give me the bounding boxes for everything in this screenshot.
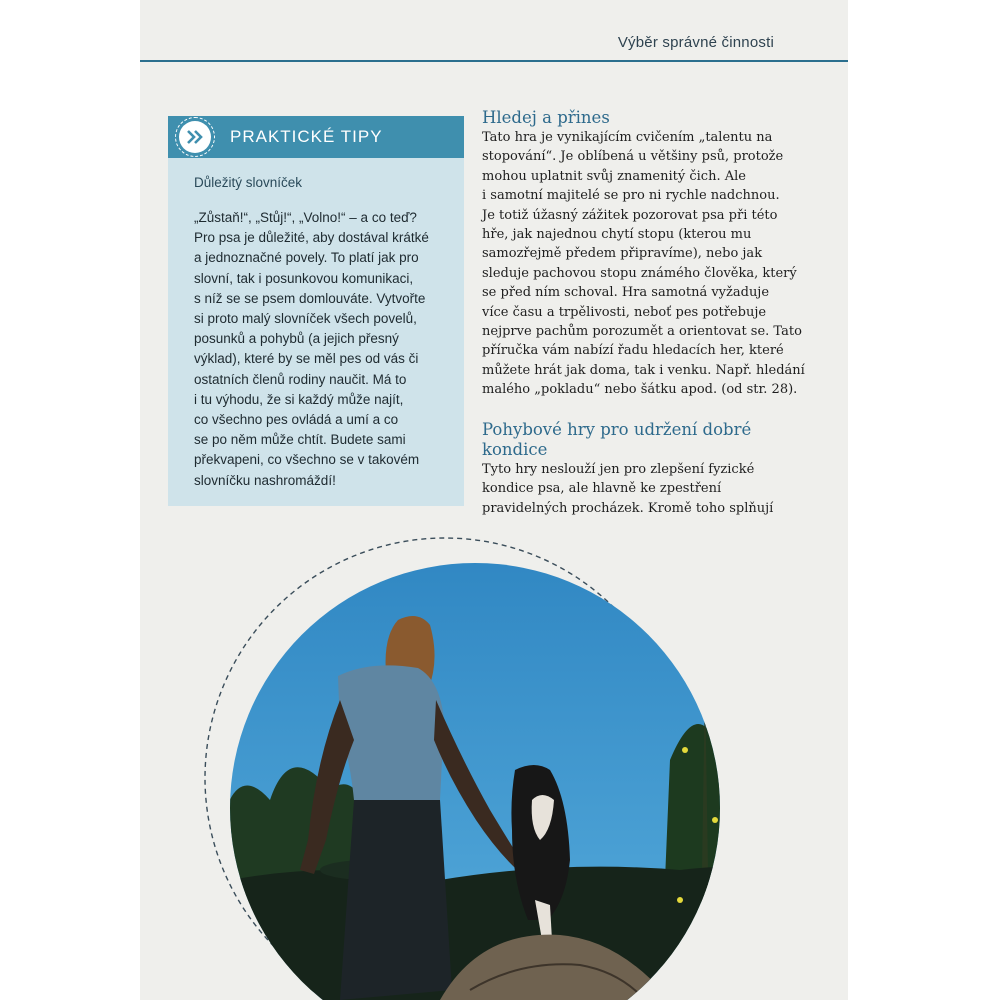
tips-line: ostatních členů rodiny naučit. Má to <box>194 371 407 387</box>
tips-line: překvapeni, co všechno se v takovém <box>194 452 420 468</box>
paragraph-line: kondice psa, ale hlavně ke zpestření <box>482 481 722 497</box>
tips-line: slovníčku nashromáždí! <box>194 472 336 488</box>
tips-line: výklad), které by se měl pes od vás či <box>194 351 419 367</box>
paragraph-line: pravidelných procházek. Kromě toho splňují <box>482 500 774 516</box>
tips-line: s níž se se psem domlouváte. Vytvořte <box>194 290 426 306</box>
tips-line: i tu výhodu, že si každý může najít, <box>194 391 404 407</box>
paragraph-line: stopování“. Je oblíbená u většiny psů, protože <box>482 149 784 165</box>
paragraph-line: mohou uplatnit svůj znamenitý čich. Ale <box>482 168 746 184</box>
circular-photo <box>140 0 848 1000</box>
paragraph-line: Je totiž úžasný zážitek pozorovat psa při této <box>482 207 778 223</box>
section-heading: Hledej a přines <box>482 108 610 127</box>
tips-line: se po něm může chtít. Budete sami <box>194 432 406 448</box>
book-page <box>140 0 848 1000</box>
paragraph-line: nejprve pachům porozumět a orientovat se. Tato <box>482 324 802 340</box>
paragraph-line: samozřejmě předem připravíme), nebo jak <box>482 246 763 262</box>
tips-line: co všechno pes ovládá a umí a co <box>194 412 399 428</box>
paragraph-line: malého „pokladu“ nebo šátku apod. (od str. 28). <box>482 382 798 398</box>
tips-line: slovní, tak i posunkovou komunikaci, <box>194 270 414 286</box>
tips-subtitle: Důležitý slovníček <box>194 175 303 190</box>
tips-line: a jednoznačné povely. To platí jak pro <box>194 250 419 266</box>
paragraph-line: hře, jak najednou chytí stopu (kterou mu <box>482 227 752 243</box>
paragraph-line: se před ním schoval. Hra samotná vyžaduje <box>482 285 770 301</box>
tips-line: Pro psa je důležité, aby dostával krátké <box>194 230 429 246</box>
tips-label: PRAKTICKÉ TIPY <box>230 127 383 146</box>
paragraph-line: Tyto hry neslouží jen pro zlepšení fyzické <box>482 461 755 477</box>
paragraph-line: sleduje pachovou stopu známého člověka, který <box>482 265 797 281</box>
heading-line: Pohybové hry pro udržení dobré <box>482 419 752 439</box>
heading-line: kondice <box>482 439 548 459</box>
paragraph-line: více času a trpělivosti, neboť pes potřebuje <box>482 304 767 320</box>
paragraph-line: příručka vám nabízí řadu hledacích her, které <box>482 343 784 359</box>
paragraph-line: Tato hra je vynikajícím cvičením „talentu na <box>482 130 773 145</box>
paragraph-line: můžete hrát jak doma, tak i venku. Např. hledání <box>482 362 805 378</box>
tips-line: „Zůstaň!“, „Stůj!“, „Volno!“ – a co teď? <box>194 210 417 225</box>
tips-line: posunků a pohybů (a jejich přesný <box>194 331 399 347</box>
paragraph-line: i samotní majitelé se pro ni rychle nadchnou. <box>482 188 780 204</box>
running-header: Výběr správné činnosti <box>617 34 774 51</box>
tips-line: si proto malý slovníček všech povelů, <box>194 311 417 327</box>
photo-scene <box>140 540 848 1000</box>
